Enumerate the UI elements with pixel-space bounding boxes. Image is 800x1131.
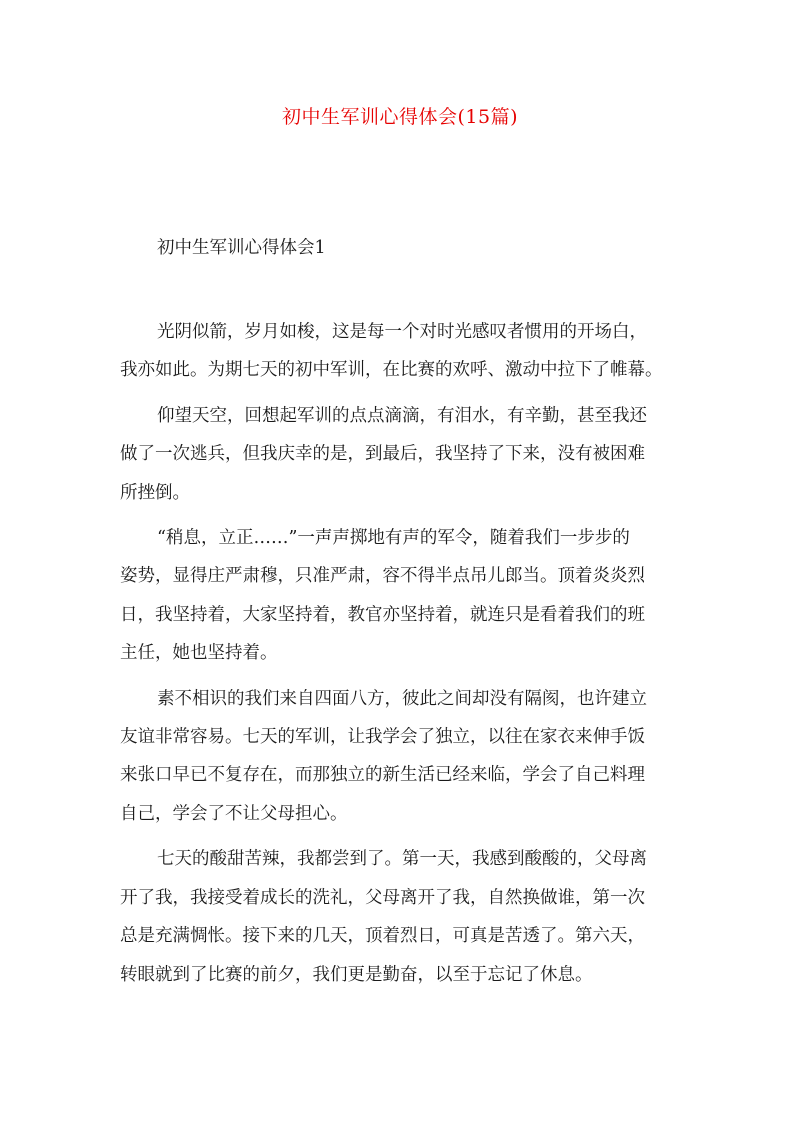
text-line: 姿势，显得庄严肃穆，只准严肃，容不得半点吊儿郎当。顶着炎炎烈 bbox=[120, 566, 645, 587]
text-line: 做了一次逃兵，但我庆幸的是，到最后，我坚持了下来，没有被困难 bbox=[120, 444, 645, 465]
text-line: 总是充满惆怅。接下来的几天，顶着烈日，可真是苦透了。第六天， bbox=[120, 926, 645, 947]
text-line: “稍息，立正……”一声声掷地有声的军令，随着我们一步步的 bbox=[157, 528, 630, 549]
text-line: 友谊非常容易。七天的军训，让我学会了独立，以往在家衣来伸手饭 bbox=[120, 727, 645, 748]
paragraph bbox=[120, 397, 692, 512]
text-line: 日，我坚持着，大家坚持着，教官亦坚持着，就连只是看着我们的班 bbox=[120, 604, 645, 625]
text-line: 七天的酸甜苦辣，我都尝到了。第一天，我感到酸酸的，父母离 bbox=[157, 849, 647, 870]
paragraph bbox=[120, 680, 692, 834]
text-line: 所挫倒。 bbox=[120, 482, 190, 503]
text-line: 自己，学会了不让父母担心。 bbox=[120, 803, 348, 824]
text-line: 光阴似箭，岁月如梭，这是每一个对时光感叹者惯用的开场白， bbox=[157, 322, 647, 342]
text-line: 仰望天空，回想起军训的点点滴滴，有泪水，有辛勤，甚至我还 bbox=[157, 405, 647, 426]
text-line: 我亦如此。为期七天的初中军训，在比赛的欢呼、激动中拉下了帷幕。 bbox=[120, 360, 663, 381]
text-line: 转眼就到了比赛的前夕，我们更是勤奋，以至于忘记了休息。 bbox=[120, 964, 593, 985]
text-line: 来张口早已不复存在，而那独立的新生活已经来临，学会了自己料理 bbox=[120, 765, 645, 786]
paragraph bbox=[120, 313, 692, 390]
document-body bbox=[120, 313, 692, 1001]
text-line: 开了我，我接受着成长的洗礼，父母离开了我，自然换做谁，第一次 bbox=[120, 887, 645, 908]
paragraph bbox=[120, 840, 692, 994]
text-line: 素不相识的我们来自四面八方，彼此之间却没有隔阂，也许建立 bbox=[157, 688, 647, 709]
paragraph bbox=[120, 519, 692, 673]
text-line: 主任，她也坚持着。 bbox=[120, 643, 278, 664]
section-heading: 初中生军训心得体会1 bbox=[157, 238, 326, 258]
document-title: 初中生军训心得体会(15篇) bbox=[281, 106, 518, 128]
